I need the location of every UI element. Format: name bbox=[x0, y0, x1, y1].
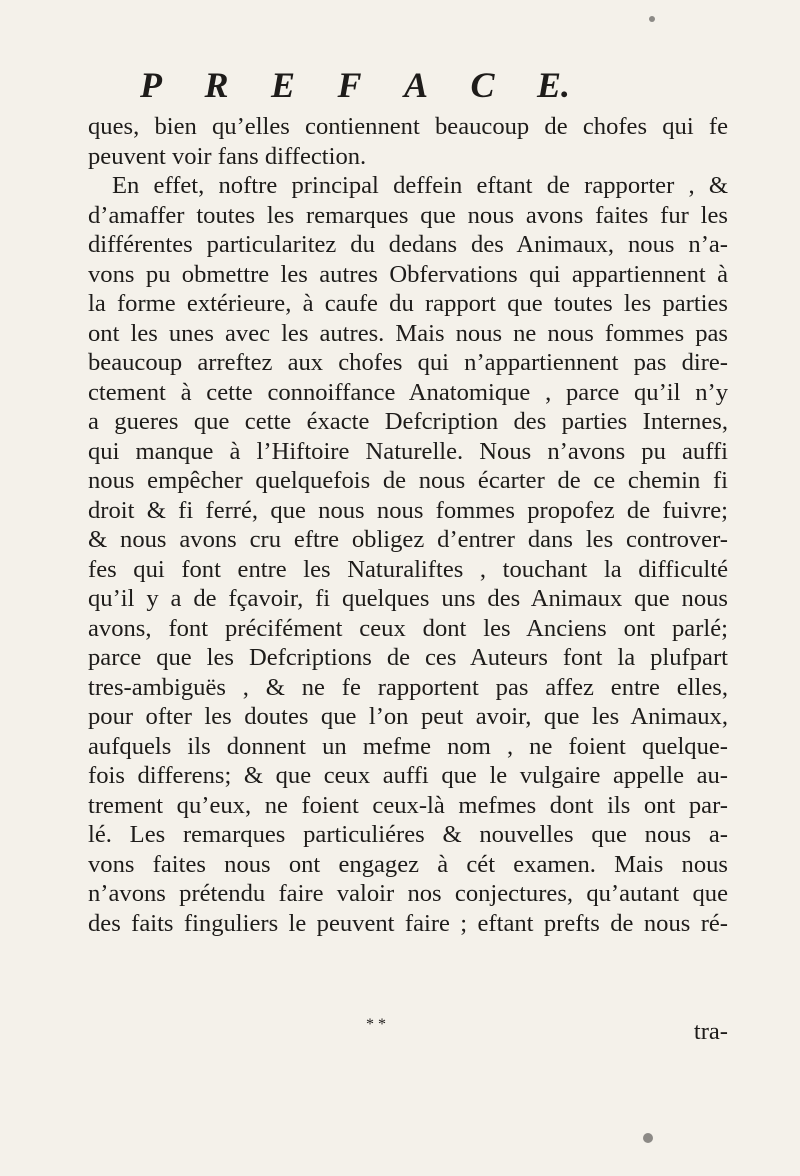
catchword: tra- bbox=[693, 1018, 728, 1045]
text-line: différentes particularitez du dedans des Animaux, nous n’a- bbox=[88, 231, 728, 258]
page-footer bbox=[88, 1016, 728, 1046]
text-line: parce que les Defcriptions de ces Auteurs font la plufpart bbox=[88, 644, 728, 671]
running-head-letter: P bbox=[140, 65, 162, 105]
text-line: ctement à cette connoiffance Anatomique , parce qu’il n’y bbox=[88, 378, 728, 406]
text-line: peuvent voir fans diffection. bbox=[88, 142, 367, 170]
running-head-letter: A bbox=[403, 65, 428, 105]
text-line: qui manque à l’Hiftoire Naturelle. Nous n’avons pu auffi bbox=[88, 437, 728, 465]
text-line: vons pu obmettre les autres Obfervations qui appartiennent à bbox=[88, 260, 728, 288]
text-line: d’amaffer toutes les remarques que nous avons faites fur les bbox=[88, 201, 728, 229]
body-text bbox=[88, 112, 728, 938]
text-line: trement qu’eux, ne foient ceux-là mefmes dont ils ont par- bbox=[88, 791, 728, 819]
text-line: des faits finguliers le peuvent faire ; eftant prefts de nous ré- bbox=[88, 909, 728, 937]
running-head bbox=[140, 64, 570, 106]
running-head-letter: E. bbox=[536, 65, 570, 105]
text-line: ques, bien qu’elles contiennent beaucoup de chofes qui fe bbox=[88, 113, 728, 140]
text-line: lé. Les remarques particuliéres & nouvelles que nous a- bbox=[88, 821, 728, 848]
text-line: pour ofter les doutes que l’on peut avoir, que les Animaux, bbox=[88, 703, 728, 730]
running-head-letter: E bbox=[270, 65, 295, 105]
text-line: n’avons prétendu faire valoir nos conjectures, qu’autant que bbox=[88, 880, 728, 907]
running-head-letter: C bbox=[470, 65, 495, 105]
text-line: & nous avons cru eftre obligez d’entrer dans les controver- bbox=[88, 526, 728, 553]
running-head-letter: F bbox=[337, 65, 362, 105]
text-line: la forme extérieure, à caufe du rapport que toutes les parties bbox=[88, 290, 728, 317]
running-head-letter: R bbox=[204, 65, 229, 105]
text-line: avons, font précifément ceux dont les Anciens ont parlé; bbox=[88, 614, 728, 642]
text-line: vons faites nous ont engagez à cét examen. Mais nous bbox=[88, 850, 728, 878]
signature-mark: * * bbox=[366, 1016, 386, 1033]
text-line: aufquels ils donnent un mefme nom , ne foient quelque- bbox=[88, 732, 728, 760]
text-line: tres-ambiguës , & ne fe rapportent pas affez entre elles, bbox=[88, 673, 728, 701]
text-line: fes qui font entre les Naturaliftes , touchant la difficulté bbox=[88, 555, 728, 583]
speck-top bbox=[649, 16, 655, 22]
text-line: nous empêcher quelquefois de nous écarter de ce chemin fi bbox=[88, 467, 728, 494]
text-line: droit & fi ferré, que nous nous fommes propofez de fuivre; bbox=[88, 496, 728, 524]
text-line: a gueres que cette éxacte Defcription des parties Internes, bbox=[88, 408, 728, 435]
text-line: qu’il y a de fçavoir, fi quelques uns des Animaux que nous bbox=[88, 585, 728, 612]
text-line: beaucoup arreftez aux chofes qui n’appartiennent pas dire- bbox=[88, 349, 728, 376]
text-line: fois differens; & que ceux auffi que le vulgaire appelle au- bbox=[88, 762, 728, 789]
speck-bottom bbox=[643, 1133, 653, 1143]
text-line: En effet, noftre principal deffein eftant de rapporter , & bbox=[112, 172, 728, 199]
text-line: ont les unes avec les autres. Mais nous ne nous fommes pas bbox=[88, 319, 728, 347]
